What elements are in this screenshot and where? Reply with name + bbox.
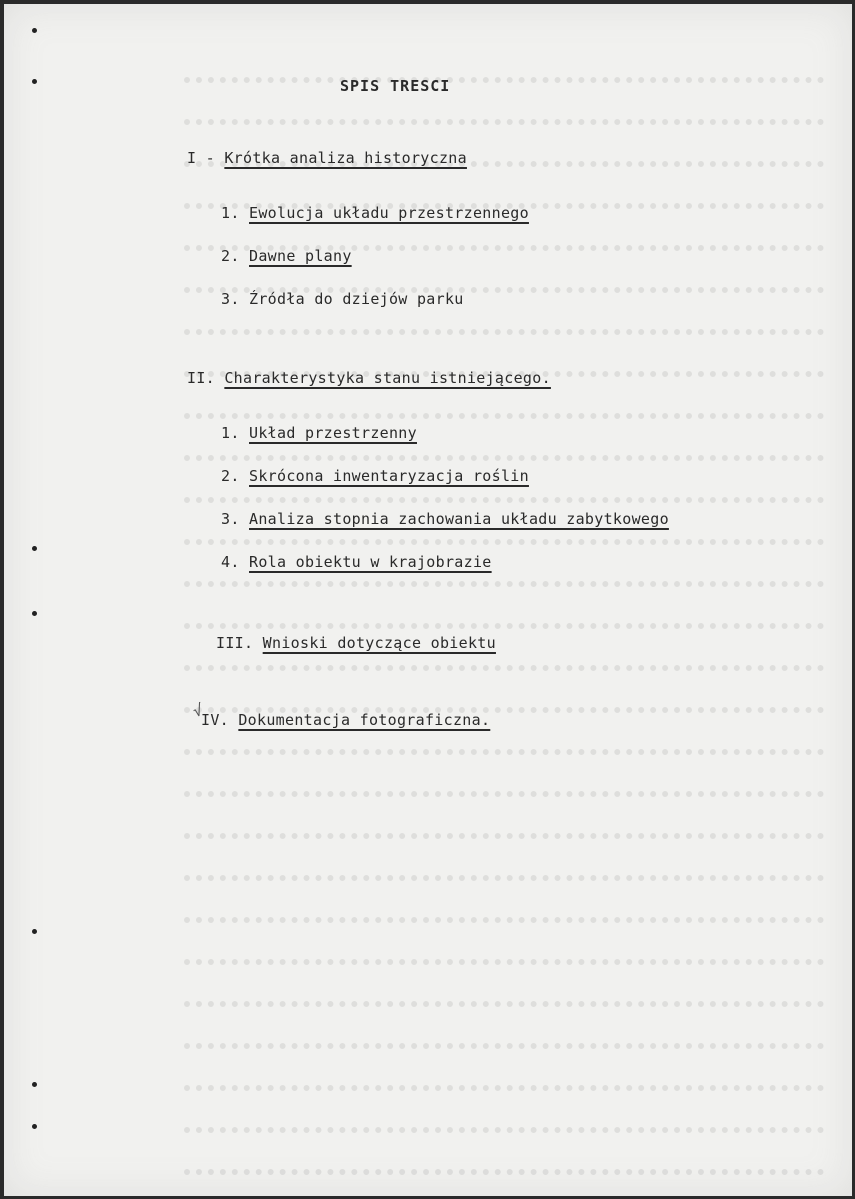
item-number: 2. <box>221 467 240 485</box>
item-text: Ewolucja układu przestrzennego <box>249 204 529 222</box>
binding-hole <box>32 79 37 84</box>
item-number: 3. <box>221 510 240 528</box>
item-text: Dawne plany <box>249 247 352 265</box>
item-text: Źródła do dziejów parku <box>249 290 464 308</box>
binding-hole <box>32 546 37 551</box>
section-title: Charakterystyka stanu istniejącego. <box>224 369 551 387</box>
list-item <box>221 249 352 264</box>
document-page <box>4 4 852 1196</box>
section-title: Krótka analiza historyczna <box>224 149 467 167</box>
item-number: 4. <box>221 553 240 571</box>
page-title: SPIS TRESCI <box>340 77 451 95</box>
binding-hole <box>32 611 37 616</box>
list-item <box>221 469 529 484</box>
binding-hole <box>32 28 37 33</box>
binding-hole <box>32 929 37 934</box>
section-numeral: III. <box>216 634 254 652</box>
item-number: 2. <box>221 247 240 265</box>
section-numeral: I - <box>187 149 215 167</box>
item-number: 1. <box>221 424 240 442</box>
list-item <box>221 555 492 570</box>
item-text: Skrócona inwentaryzacja roślin <box>249 467 529 485</box>
binding-hole <box>32 1124 37 1129</box>
handwritten-mark: √ <box>190 700 205 721</box>
section-heading <box>187 151 467 166</box>
list-item <box>221 206 529 221</box>
section-heading <box>201 713 490 728</box>
section-title: Dokumentacja fotograficzna. <box>238 711 491 729</box>
section-numeral: II. <box>187 369 215 387</box>
list-item <box>221 292 464 307</box>
section-numeral: IV. <box>201 711 229 729</box>
item-number: 3. <box>221 290 240 308</box>
section-title: Wnioski dotyczące obiektu <box>262 634 496 652</box>
item-text: Rola obiektu w krajobrazie <box>249 553 492 571</box>
list-item <box>221 512 669 527</box>
item-text: Analiza stopnia zachowania układu zabytkowego <box>249 510 669 528</box>
section-heading <box>216 636 496 651</box>
section-heading <box>187 371 551 386</box>
list-item <box>221 426 417 441</box>
binding-hole <box>32 1082 37 1087</box>
item-text: Układ przestrzenny <box>249 424 417 442</box>
item-number: 1. <box>221 204 240 222</box>
